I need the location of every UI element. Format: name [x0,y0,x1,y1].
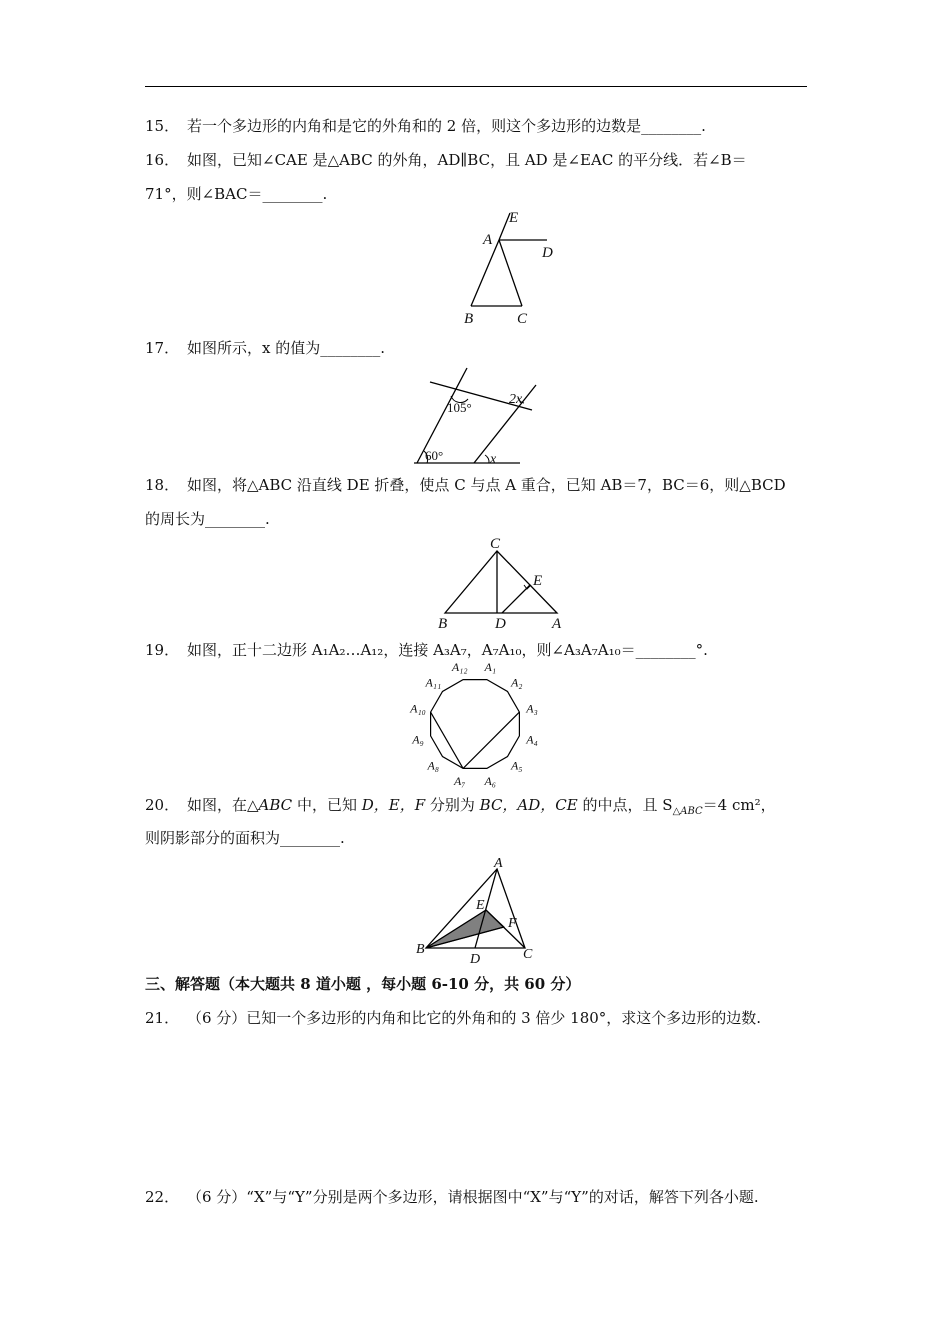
question-16-line-1 [145,150,747,170]
label-E: E [476,898,485,913]
question-18-line-2: 的周长为________. [145,510,270,528]
vertex-label-a10: A₁₀ [410,701,426,716]
label-2x: 2x [509,392,523,407]
figure-q20-shaded-triangle [410,855,550,965]
question-16-line-2: 71°，则∠BAC＝________. [145,185,328,203]
label-D: D [542,245,553,261]
vertex-label-a1: A₁ [484,660,497,674]
question-text: 如图，将△ABC 沿直线 DE 折叠，使点 C 与点 A 重合，已知 AB＝7，BC＝6，则△BCD [187,476,786,494]
label-D: D [470,952,481,967]
label-C: C [490,536,501,552]
question-number: 16． [145,151,180,169]
section-3-heading: 三、解答题（本大题共 8 道小题 ，每小题 6-10 分，共 60 分） [145,975,581,993]
label-105-degrees: 105° [447,400,472,415]
label-D: D [495,616,506,632]
label-E: E [533,573,543,589]
question-number: 20． [145,796,180,814]
vertex-label-a3: A₃ [526,701,538,716]
label-B: B [438,616,448,632]
question-number: 22． [145,1188,180,1206]
question-number: 17． [145,339,180,357]
label-x: x [490,452,497,467]
question-21 [145,1008,761,1028]
question-18-line-1 [145,475,786,495]
question-number: 18． [145,476,180,494]
header-rule [145,86,807,87]
vertex-label-a9: A₉ [412,732,424,747]
question-22 [145,1187,759,1207]
text-part: D，E，F [361,796,426,814]
vertex-label-a7: A₇ [453,774,466,788]
vertex-label-a4: A₄ [526,732,538,747]
label-A: A [552,616,562,632]
label-C: C [517,311,528,327]
question-19 [145,640,708,660]
question-text: （6 分）已知一个多边形的内角和比它的外角和的 3 倍少 180°，求这个多边形的边数. [187,1009,762,1027]
text-part: 如图，在△ [187,796,259,814]
question-text: 如图，已知∠CAE 是△ABC 的外角，AD∥BC，且 AD 是∠EAC 的平分线．若∠B＝ [187,151,747,169]
vertex-label-a11: A₁₁ [425,675,442,690]
vertex-label-a2: A₂ [510,675,523,690]
vertex-label-a5: A₅ [510,758,523,773]
label-B: B [464,311,474,327]
figure-q16-triangle [450,205,570,327]
vertex-label-a8: A₈ [427,758,440,773]
question-number: 15． [145,117,180,135]
question-text: （6 分）“X”与“Y”分别是两个多边形，请根据图中“X”与“Y”的对话，解答下列各小题. [187,1188,759,1206]
text-part: 的中点，且 S [577,796,673,814]
vertex-label-a6: A₆ [484,774,497,788]
question-number: 19． [145,641,180,659]
figure-q19-dodecagon [405,660,545,788]
figure-q18-fold [430,533,570,632]
text-part: △ABC [672,806,703,817]
vertex-label-a12: A₁₂ [451,660,468,674]
label-F: F [508,916,517,931]
text-part: ABC [258,796,293,814]
question-number: 21． [145,1009,180,1027]
text-part: 中，已知 [292,796,362,814]
question-15 [145,116,706,136]
question-20-line-2: 则阴影部分的面积为________. [145,829,345,847]
question-text: 如图，正十二边形 A₁A₂…A₁₂，连接 A₃A₇，A₇A₁₀，则∠A₃A₇A₁₀＝________°. [187,641,708,659]
text-part: ＝4 cm²， [702,796,776,814]
dodecagon [431,680,520,769]
text-part: 分别为 [425,796,480,814]
label-60-degrees: 60° [425,448,444,463]
question-17 [145,338,385,358]
question-text: 如图所示，x 的值为________. [187,339,385,357]
label-E: E [509,210,519,226]
label-A: A [483,232,493,248]
question-20-line-1 [145,795,776,822]
label-C: C [523,947,533,962]
text-part: BC，AD，CE [479,796,578,814]
figure-q17-parallel-lines [410,365,540,467]
label-B: B [416,942,425,957]
label-A: A [494,856,503,871]
question-text: 若一个多边形的内角和是它的外角和的 2 倍，则这个多边形的边数是________. [187,117,706,135]
